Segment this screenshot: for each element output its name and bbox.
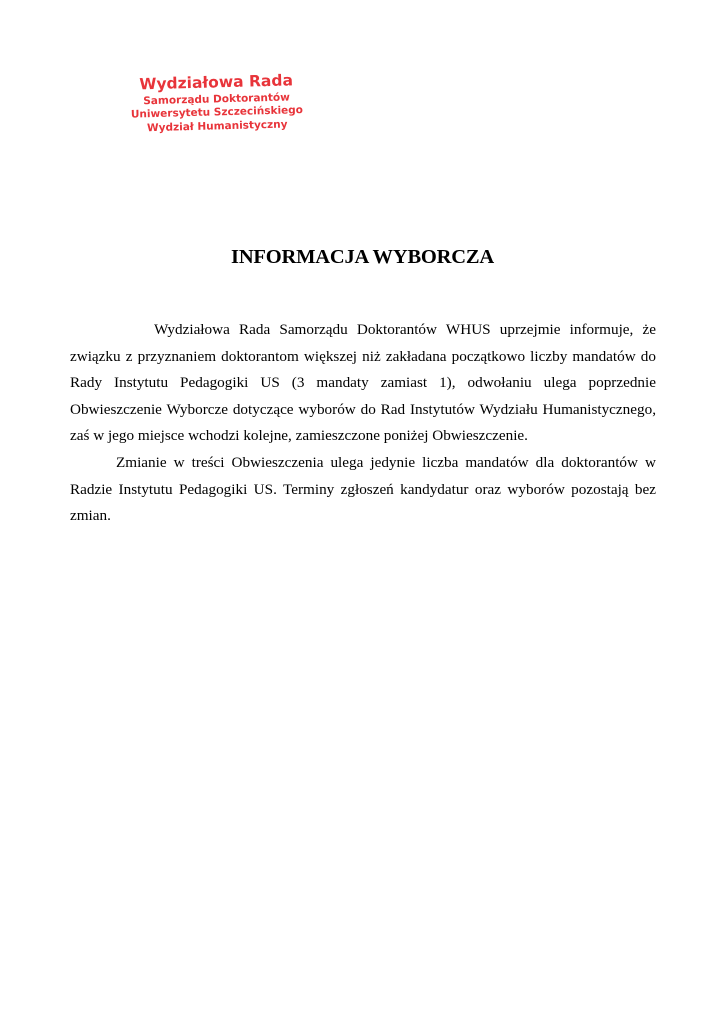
council-stamp (116, 73, 318, 148)
stamp-line-university: Uniwersytetu Szczecińskiego (130, 104, 304, 121)
stamp-line-self-government: Samorządu Doktorantów (143, 90, 291, 107)
body-paragraph: Zmianie w treści Obwieszczenia ulega jedynie liczba mandatów dla doktorantów w Radzie Instytutu Pedagogiki US. Terminy zgłoszeń kandydatur oraz wyborów pozostają bez zmian. (70, 453, 656, 525)
stamp-line-council: Wydziałowa Rada (139, 71, 294, 94)
document-title: INFORMACJA WYBORCZA (231, 246, 494, 268)
document-body (70, 317, 656, 530)
stamp-line-faculty: Wydział Humanistyczny (146, 118, 288, 134)
body-paragraph: Wydziałowa Rada Samorządu Doktorantów WHUS uprzejmie informuje, że związku z przyznaniem doktorantom większej niż zakładana początkowo liczby mandatów do Rady Instytutu Pedagogiki US (3 mandaty zamiast 1), odwołaniu ulega poprzednie Obwieszczenie Wyborcze dotyczące wyborów do Rad Instytutów Wydziału Humanistycznego, zaś w jego miejsce wchodzi kolejne, zamieszczone poniżej Obwieszczenie. (70, 321, 656, 445)
